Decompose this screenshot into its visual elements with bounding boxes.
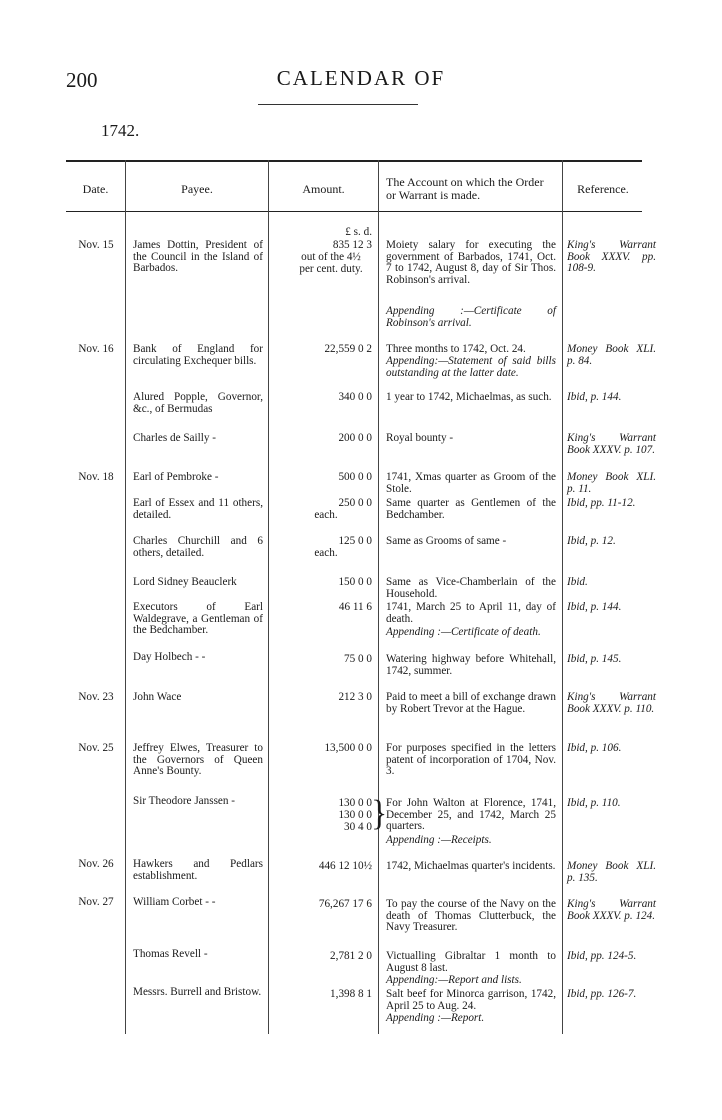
row-amount: 150 0 0 bbox=[338, 576, 372, 588]
row-amount-line: 30 4 0 bbox=[344, 821, 372, 833]
row-payee: Day Holbech - - bbox=[133, 651, 206, 663]
row-amount-line: 130 0 0 bbox=[338, 797, 372, 809]
row-payee: James Dottin, President of the Council in the Island of Barbados. bbox=[133, 239, 263, 275]
row-amount: 1,398 8 1 bbox=[330, 988, 372, 1000]
row-payee: Jeffrey Elwes, Treasurer to the Governors of Queen Anne's Bounty. bbox=[133, 742, 263, 778]
row-reference: King's Warrant Book XXXV. pp. 108-9. bbox=[567, 239, 656, 275]
row-reference: Ibid, pp. 11-12. bbox=[567, 497, 636, 509]
row-account: Salt beef for Minorca garrison, 1742, April 25 to Aug. 24. bbox=[386, 988, 556, 1012]
currency-units: £ s. d. bbox=[345, 226, 372, 238]
row-reference: Ibid. bbox=[567, 576, 588, 588]
row-appending: Appending:—Report and lists. bbox=[386, 974, 522, 986]
row-account: 1742, Michaelmas quarter's incidents. bbox=[386, 860, 556, 872]
row-date: Nov. 16 bbox=[78, 343, 114, 355]
row-amount: 200 0 0 bbox=[338, 432, 372, 444]
amount-brace: } bbox=[371, 794, 388, 833]
row-payee: John Wace bbox=[133, 691, 182, 703]
row-account: Paid to meet a bill of exchange drawn by Robert Trevor at the Hague. bbox=[386, 691, 556, 715]
row-amount: 75 0 0 bbox=[344, 653, 372, 665]
row-amount: 13,500 0 0 bbox=[324, 742, 372, 754]
row-payee: Earl of Essex and 11 others, detailed. bbox=[133, 497, 263, 521]
row-payee: Executors of Earl Waldegrave, a Gentleman of the Bedchamber. bbox=[133, 601, 263, 637]
row-account: Same as Grooms of same - bbox=[386, 535, 507, 547]
row-payee: Messrs. Burrell and Bristow. bbox=[133, 986, 262, 998]
row-payee: William Corbet - - bbox=[133, 896, 216, 908]
row-date: Nov. 25 bbox=[78, 742, 114, 754]
column-divider bbox=[125, 160, 126, 1034]
row-account: Same as Vice-Chamberlain of the Household. bbox=[386, 576, 556, 600]
row-account: 1741, Xmas quarter as Groom of the Stole. bbox=[386, 471, 556, 495]
row-payee: Earl of Pembroke - bbox=[133, 471, 219, 483]
row-account: For purposes specified in the letters patent of incorporation of 1704, Nov. 3. bbox=[386, 742, 556, 778]
row-amount: 500 0 0 bbox=[338, 471, 372, 483]
column-divider bbox=[268, 160, 269, 1034]
row-reference: Ibid, p. 144. bbox=[567, 391, 622, 403]
row-payee: Bank of England for circulating Exchequer bills. bbox=[133, 343, 263, 367]
row-account: To pay the course of the Navy on the death of Thomas Clutterbuck, the Navy Treasurer. bbox=[386, 898, 556, 934]
header-account: The Account on which the Order or Warrant is made. bbox=[386, 175, 544, 202]
row-reference: Ibid, pp. 126-7. bbox=[567, 988, 637, 1000]
column-divider bbox=[562, 160, 563, 1034]
row-date: Nov. 27 bbox=[78, 896, 114, 908]
row-reference: Ibid, p. 144. bbox=[567, 601, 622, 613]
row-account: Moiety salary for executing the government of Barbados, 1741, Oct. 7 to 1742, August 8, day of Sir Thos. Robinson's arrival. bbox=[386, 239, 556, 287]
header-date: Date. bbox=[82, 181, 109, 196]
row-account: Three months to 1742, Oct. 24. bbox=[386, 343, 526, 355]
page-title: CALENDAR OF bbox=[276, 66, 446, 90]
row-reference: Money Book XLI. p. 135. bbox=[567, 860, 656, 884]
row-payee: Charles Churchill and 6 others, detailed. bbox=[133, 535, 263, 559]
row-account: Same quarter as Gentlemen of the Bedchamber. bbox=[386, 497, 556, 521]
row-amount-line: 130 0 0 bbox=[338, 809, 372, 821]
row-account: For John Walton at Florence, 1741, December 25, and 1742, March 25 quarters. bbox=[386, 797, 556, 833]
row-appending: Appending :—Report. bbox=[386, 1012, 485, 1024]
row-account: Royal bounty - bbox=[386, 432, 454, 444]
table-top-rule bbox=[66, 160, 642, 162]
row-payee: Sir Theodore Janssen - bbox=[133, 795, 236, 807]
row-payee: Alured Popple, Governor, &c., of Bermudas bbox=[133, 391, 263, 415]
row-amount: 2,781 2 0 bbox=[330, 950, 372, 962]
row-account: Watering highway before Whitehall, 1742, summer. bbox=[386, 653, 556, 677]
year-heading: 1742. bbox=[101, 121, 140, 140]
page-number: 200 bbox=[66, 68, 98, 92]
row-payee: Hawkers and Pedlars establishment. bbox=[133, 858, 263, 882]
row-amount: 46 11 6 bbox=[338, 601, 372, 613]
row-appending: Appending :—Certificate of Robinson's arrival. bbox=[386, 305, 556, 329]
row-date: Nov. 18 bbox=[78, 471, 114, 483]
row-account: 1741, March 25 to April 11, day of death. bbox=[386, 601, 556, 625]
row-reference: King's Warrant Book XXXV. p. 107. bbox=[567, 432, 656, 456]
row-reference: King's Warrant Book XXXV. p. 124. bbox=[567, 898, 656, 922]
row-payee: Charles de Sailly - bbox=[133, 432, 216, 444]
row-date: Nov. 26 bbox=[78, 858, 114, 870]
row-reference: Ibid, pp. 124-5. bbox=[567, 950, 637, 962]
header-amount: Amount. bbox=[302, 181, 345, 196]
title-rule bbox=[258, 104, 418, 105]
row-amount: 212 3 0 bbox=[338, 691, 372, 703]
row-appending: Appending :—Certificate of death. bbox=[386, 626, 541, 638]
row-account: 1 year to 1742, Michaelmas, as such. bbox=[386, 391, 552, 403]
row-payee: Thomas Revell - bbox=[133, 948, 208, 960]
row-date: Nov. 15 bbox=[78, 239, 114, 251]
row-appending: Appending :—Receipts. bbox=[386, 834, 492, 846]
row-payee: Lord Sidney Beauclerk bbox=[133, 576, 237, 588]
row-amount: 22,559 0 2 bbox=[324, 343, 372, 355]
row-amount: 250 0 0 bbox=[338, 497, 372, 509]
row-amount: 835 12 3 bbox=[332, 239, 372, 251]
row-amount: 125 0 0 bbox=[338, 535, 372, 547]
row-appending: Appending:—Statement of said bills outstanding at the latter date. bbox=[386, 355, 556, 379]
row-amount-note: each. bbox=[314, 509, 338, 521]
row-reference: Ibid, p. 106. bbox=[567, 742, 622, 754]
header-payee: Payee. bbox=[181, 181, 213, 196]
row-amount-note: each. bbox=[314, 547, 338, 559]
row-reference: Ibid, p. 110. bbox=[567, 797, 621, 809]
column-divider bbox=[378, 160, 379, 1034]
row-date: Nov. 23 bbox=[78, 691, 114, 703]
row-reference: Ibid, p. 145. bbox=[567, 653, 622, 665]
row-reference: Money Book XLI. p. 11. bbox=[567, 471, 656, 495]
row-amount: 76,267 17 6 bbox=[318, 898, 372, 910]
row-amount: 446 12 10½ bbox=[318, 860, 372, 872]
row-amount-note: out of the 4½ per cent. duty. bbox=[299, 251, 363, 275]
row-reference: Money Book XLI. p. 84. bbox=[567, 343, 656, 367]
row-reference: King's Warrant Book XXXV. p. 110. bbox=[567, 691, 656, 715]
header-reference: Reference. bbox=[577, 181, 629, 196]
row-account: Victualling Gibraltar 1 month to August 8 last. bbox=[386, 950, 556, 974]
row-reference: Ibid, p. 12. bbox=[567, 535, 616, 547]
row-amount: 340 0 0 bbox=[338, 391, 372, 403]
